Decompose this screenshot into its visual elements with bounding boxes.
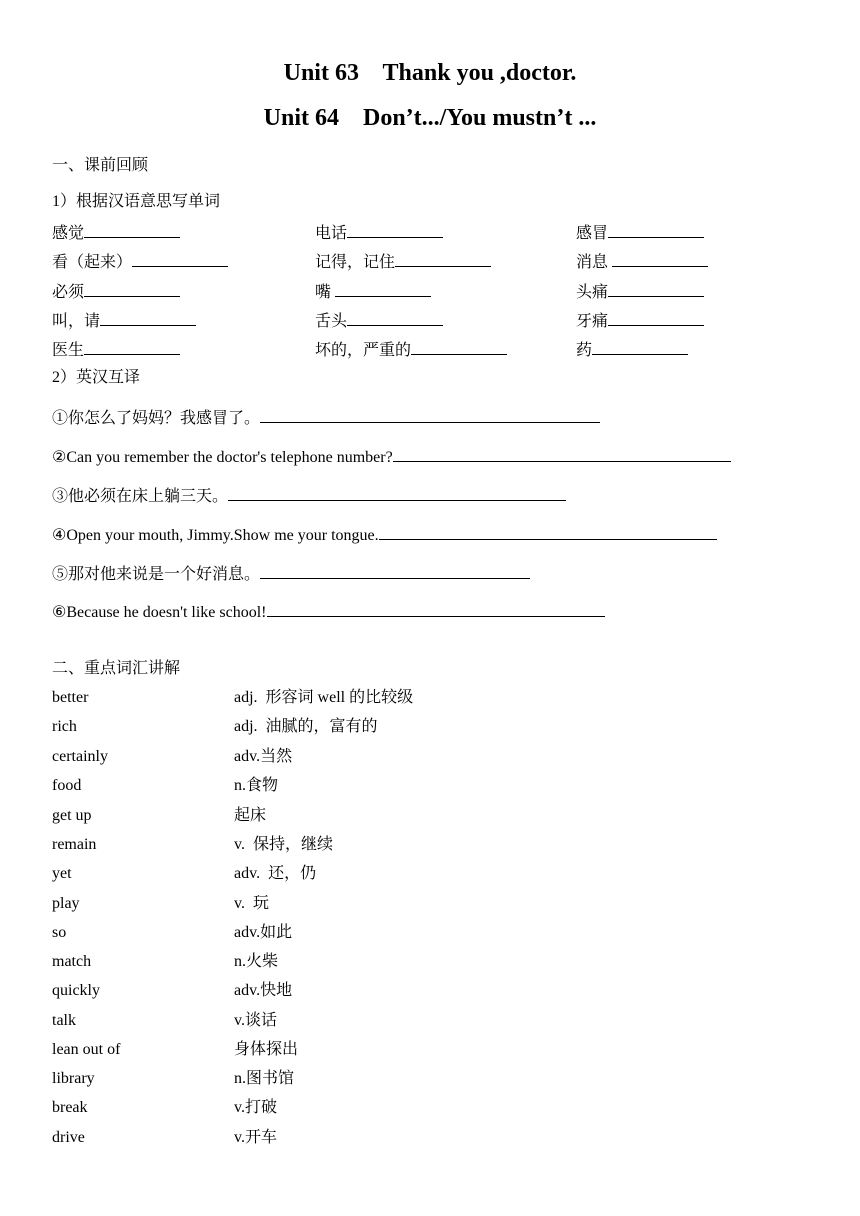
section-1-heading: 一、课前回顾 <box>52 157 149 174</box>
vocab-word: library <box>52 1070 95 1087</box>
vocab-definition: v. 保持，继续 <box>234 836 333 853</box>
translation-item: ②Can you remember the doctor's telephone number? <box>52 446 731 468</box>
word-grid-cell: 记得，记住 <box>315 251 491 273</box>
vocab-word: lean out of <box>52 1041 121 1058</box>
vocab-word: better <box>52 689 89 706</box>
vocab-definition: adv.当然 <box>234 748 293 765</box>
answer-blank[interactable] <box>592 339 688 355</box>
vocab-word: yet <box>52 865 72 882</box>
vocab-word: quickly <box>52 982 100 999</box>
answer-blank[interactable] <box>608 281 704 297</box>
title-line-2: Unit 64 Don’t.../You mustn’t ... <box>263 105 597 131</box>
translation-item: ①你怎么了妈妈？我感冒了。 <box>52 407 600 429</box>
translation-item: ④Open your mouth, Jimmy.Show me your tongue. <box>52 524 717 546</box>
answer-blank[interactable] <box>267 601 605 617</box>
vocab-word: food <box>52 777 82 794</box>
word-grid-cell: 感冒 <box>576 222 704 244</box>
vocab-word: match <box>52 953 92 970</box>
word-grid-cell: 头痛 <box>576 281 704 303</box>
vocab-definition: v.开车 <box>234 1129 277 1146</box>
word-grid-cell: 消息 <box>576 251 708 273</box>
answer-blank[interactable] <box>612 251 708 267</box>
vocab-word: so <box>52 924 67 941</box>
answer-blank[interactable] <box>84 281 180 297</box>
answer-blank[interactable] <box>411 339 507 355</box>
answer-blank[interactable] <box>393 446 731 462</box>
vocab-definition: v. 玩 <box>234 895 269 912</box>
vocab-word: drive <box>52 1129 85 1146</box>
answer-blank[interactable] <box>228 485 566 501</box>
vocab-word: rich <box>52 718 77 735</box>
answer-blank[interactable] <box>100 310 196 326</box>
part-1-heading: 1）根据汉语意思写单词 <box>52 193 221 210</box>
vocab-word: remain <box>52 836 97 853</box>
title-line-1: Unit 63 Thank you ,doctor. <box>283 60 577 86</box>
vocab-definition: adj. 油腻的，富有的 <box>234 718 378 735</box>
vocab-definition: n.火柴 <box>234 953 279 970</box>
word-grid-cell: 叫，请 <box>52 310 196 332</box>
answer-blank[interactable] <box>395 251 491 267</box>
word-grid-cell: 牙痛 <box>576 310 704 332</box>
word-grid-cell: 舌头 <box>315 310 443 332</box>
answer-blank[interactable] <box>379 524 717 540</box>
vocab-definition: 起床 <box>234 807 267 824</box>
part-2-heading: 2）英汉互译 <box>52 369 141 386</box>
word-grid-cell: 药 <box>576 339 688 361</box>
vocab-definition: n.食物 <box>234 777 279 794</box>
vocab-definition: v.谈话 <box>234 1012 277 1029</box>
vocab-definition: adj. 形容词 well 的比较级 <box>234 689 414 706</box>
vocab-definition: 身体探出 <box>234 1041 299 1058</box>
word-grid-cell: 看（起来） <box>52 251 228 273</box>
vocab-definition: adv.如此 <box>234 924 293 941</box>
answer-blank[interactable] <box>347 222 443 238</box>
vocab-word: talk <box>52 1012 76 1029</box>
answer-blank[interactable] <box>347 310 443 326</box>
answer-blank[interactable] <box>84 222 180 238</box>
vocab-definition: n.图书馆 <box>234 1070 295 1087</box>
answer-blank[interactable] <box>260 407 600 423</box>
answer-blank[interactable] <box>260 563 530 579</box>
word-grid-cell: 电话 <box>315 222 443 244</box>
vocab-word: get up <box>52 807 92 824</box>
translation-item: ③他必须在床上躺三天。 <box>52 485 566 507</box>
vocab-definition: adv.快地 <box>234 982 293 999</box>
word-grid-cell: 医生 <box>52 339 180 361</box>
answer-blank[interactable] <box>335 281 431 297</box>
vocab-definition: v.打破 <box>234 1099 277 1116</box>
section-2-heading: 二、重点词汇讲解 <box>52 660 181 677</box>
translation-item: ⑤那对他来说是一个好消息。 <box>52 563 530 585</box>
vocab-word: break <box>52 1099 88 1116</box>
word-grid-cell: 嘴 <box>315 281 431 303</box>
vocab-definition: adv. 还，仍 <box>234 865 317 882</box>
word-grid-cell: 必须 <box>52 281 180 303</box>
vocab-word: certainly <box>52 748 108 765</box>
answer-blank[interactable] <box>608 222 704 238</box>
vocab-word: play <box>52 895 80 912</box>
word-grid-cell: 感觉 <box>52 222 180 244</box>
answer-blank[interactable] <box>132 251 228 267</box>
answer-blank[interactable] <box>608 310 704 326</box>
translation-item: ⑥Because he doesn't like school! <box>52 601 605 623</box>
word-grid-cell: 坏的，严重的 <box>315 339 507 361</box>
answer-blank[interactable] <box>84 339 180 355</box>
